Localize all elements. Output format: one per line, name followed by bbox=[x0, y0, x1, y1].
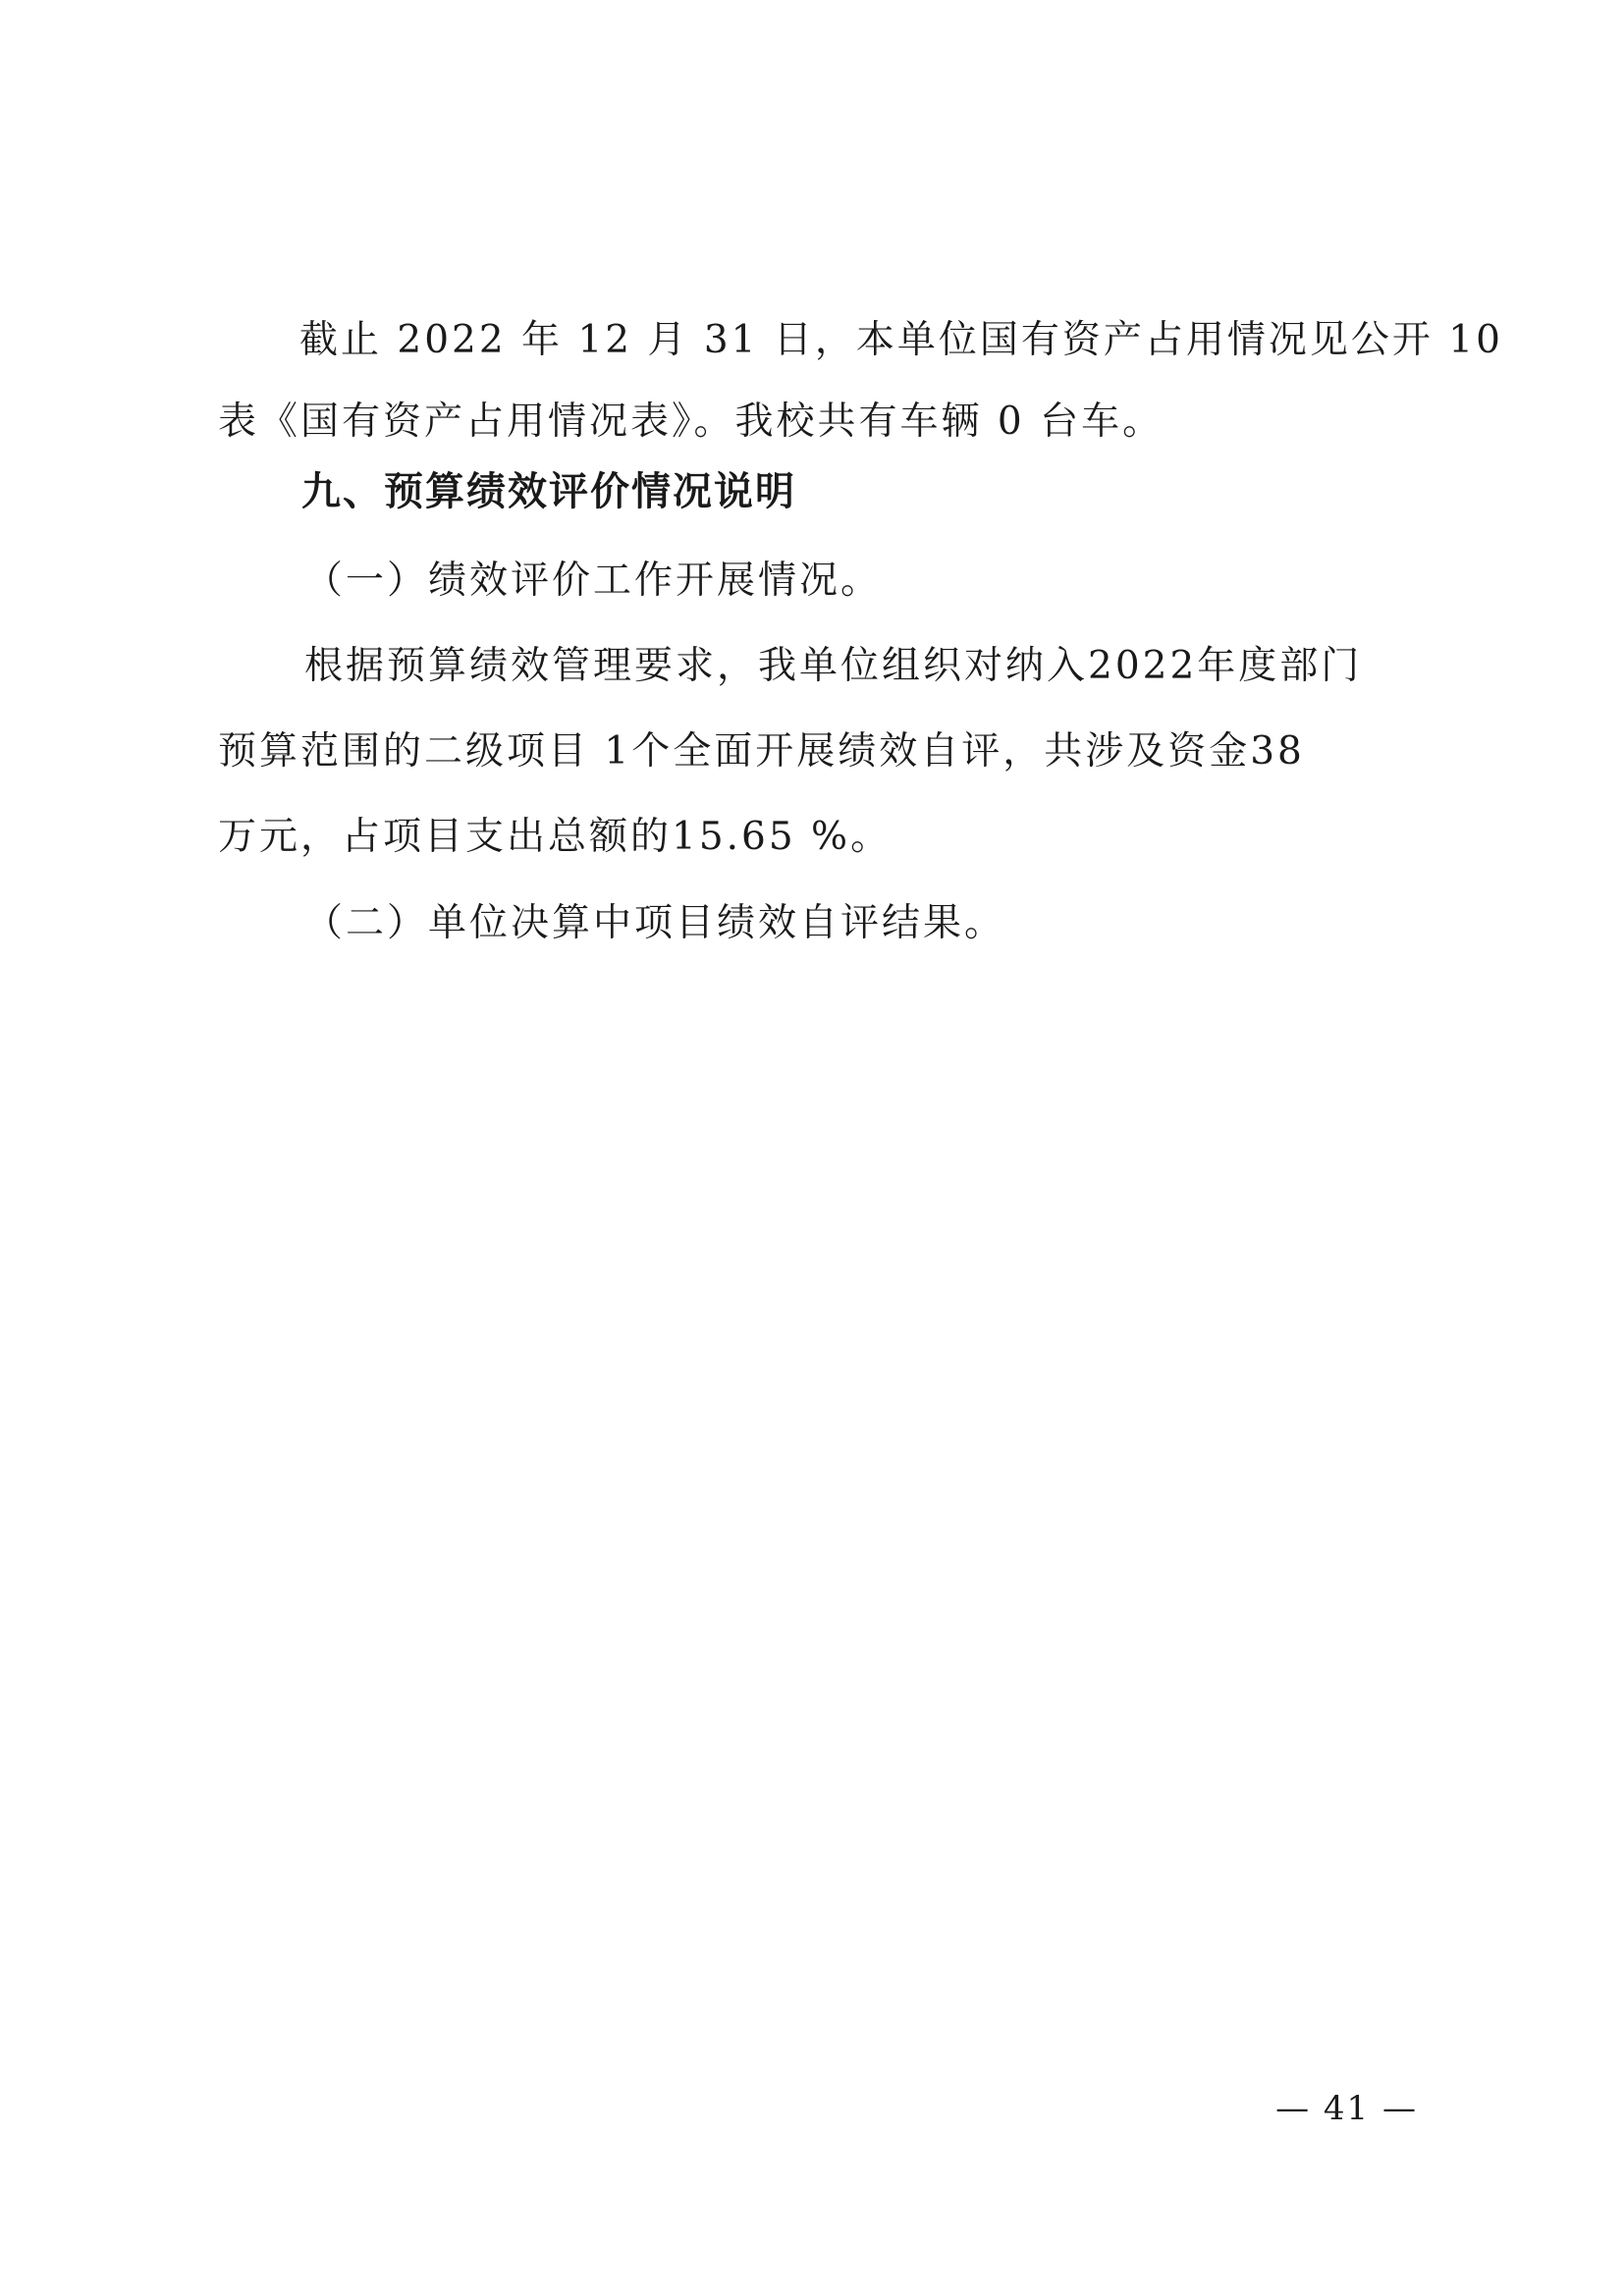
section-heading-performance: 九、预算绩效评价情况说明 bbox=[301, 469, 796, 514]
subheading-self-evaluation-results: （二）单位决算中项目绩效自评结果。 bbox=[304, 901, 1006, 945]
paragraph-assets-line-2: 表《国有资产占用情况表》。我校共有车辆 0 台车。 bbox=[218, 400, 1164, 444]
page-number: — 41 — bbox=[1275, 2089, 1418, 2128]
paragraph-evaluation-line-1: 根据预算绩效管理要求，我单位组织对纳入2022年度部门 bbox=[304, 644, 1363, 688]
paragraph-assets-line-1: 截止 2022 年 12 月 31 日，本单位国有资产占用情况见公开 10 bbox=[299, 318, 1503, 362]
paragraph-evaluation-line-2: 预算范围的二级项目 1个全面开展绩效自评，共涉及资金38 bbox=[218, 729, 1305, 774]
paragraph-evaluation-line-3: 万元，占项目支出总额的15.65 %。 bbox=[218, 815, 893, 859]
subheading-evaluation-work: （一）绩效评价工作开展情况。 bbox=[304, 559, 883, 603]
